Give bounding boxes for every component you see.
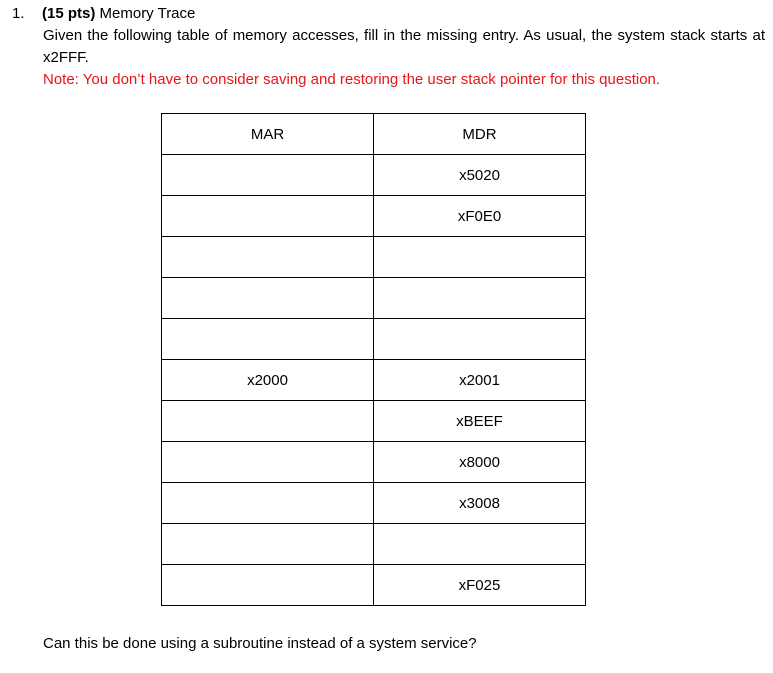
mar-cell: x2000 <box>162 360 374 401</box>
question-body: Given the following table of memory accesses, fill in the missing entry. As usual, the system stack starts at x2FFF. <box>43 27 765 66</box>
table-row <box>162 483 586 524</box>
table-row <box>162 319 586 360</box>
table-row <box>162 278 586 319</box>
mar-cell <box>162 565 374 606</box>
table-row <box>162 155 586 196</box>
column-header-mdr: MDR <box>374 114 586 155</box>
mar-cell <box>162 319 374 360</box>
question-header <box>12 4 195 24</box>
table-row <box>162 196 586 237</box>
table-row <box>162 442 586 483</box>
mdr-cell <box>374 524 586 565</box>
question-number: 1. <box>12 5 25 22</box>
mdr-cell <box>374 278 586 319</box>
mar-cell <box>162 196 374 237</box>
question-note: Note: You don’t have to consider saving and restoring the user stack pointer for this question. <box>43 71 661 88</box>
mdr-cell: x5020 <box>374 155 586 196</box>
mdr-cell: x8000 <box>374 442 586 483</box>
mdr-cell: xBEEF <box>374 401 586 442</box>
column-header-mar: MAR <box>162 114 374 155</box>
question-title: Memory Trace <box>99 5 196 22</box>
mar-cell <box>162 155 374 196</box>
table-header-row <box>162 114 586 155</box>
table-row <box>162 565 586 606</box>
mar-cell <box>162 278 374 319</box>
table-row <box>162 360 586 401</box>
mdr-cell <box>374 319 586 360</box>
followup-question: Can this be done using a subroutine instead of a system service? <box>43 635 477 652</box>
table-row <box>162 237 586 278</box>
mdr-cell: xF0E0 <box>374 196 586 237</box>
mar-cell <box>162 401 374 442</box>
mar-cell <box>162 483 374 524</box>
table-row <box>162 524 586 565</box>
mar-cell <box>162 237 374 278</box>
mdr-cell: x2001 <box>374 360 586 401</box>
question-points: (15 pts) <box>42 5 96 22</box>
mdr-cell: xF025 <box>374 565 586 606</box>
table-row <box>162 401 586 442</box>
mdr-cell: x3008 <box>374 483 586 524</box>
mdr-cell <box>374 237 586 278</box>
memory-trace-table <box>161 113 586 606</box>
mar-cell <box>162 524 374 565</box>
mar-cell <box>162 442 374 483</box>
